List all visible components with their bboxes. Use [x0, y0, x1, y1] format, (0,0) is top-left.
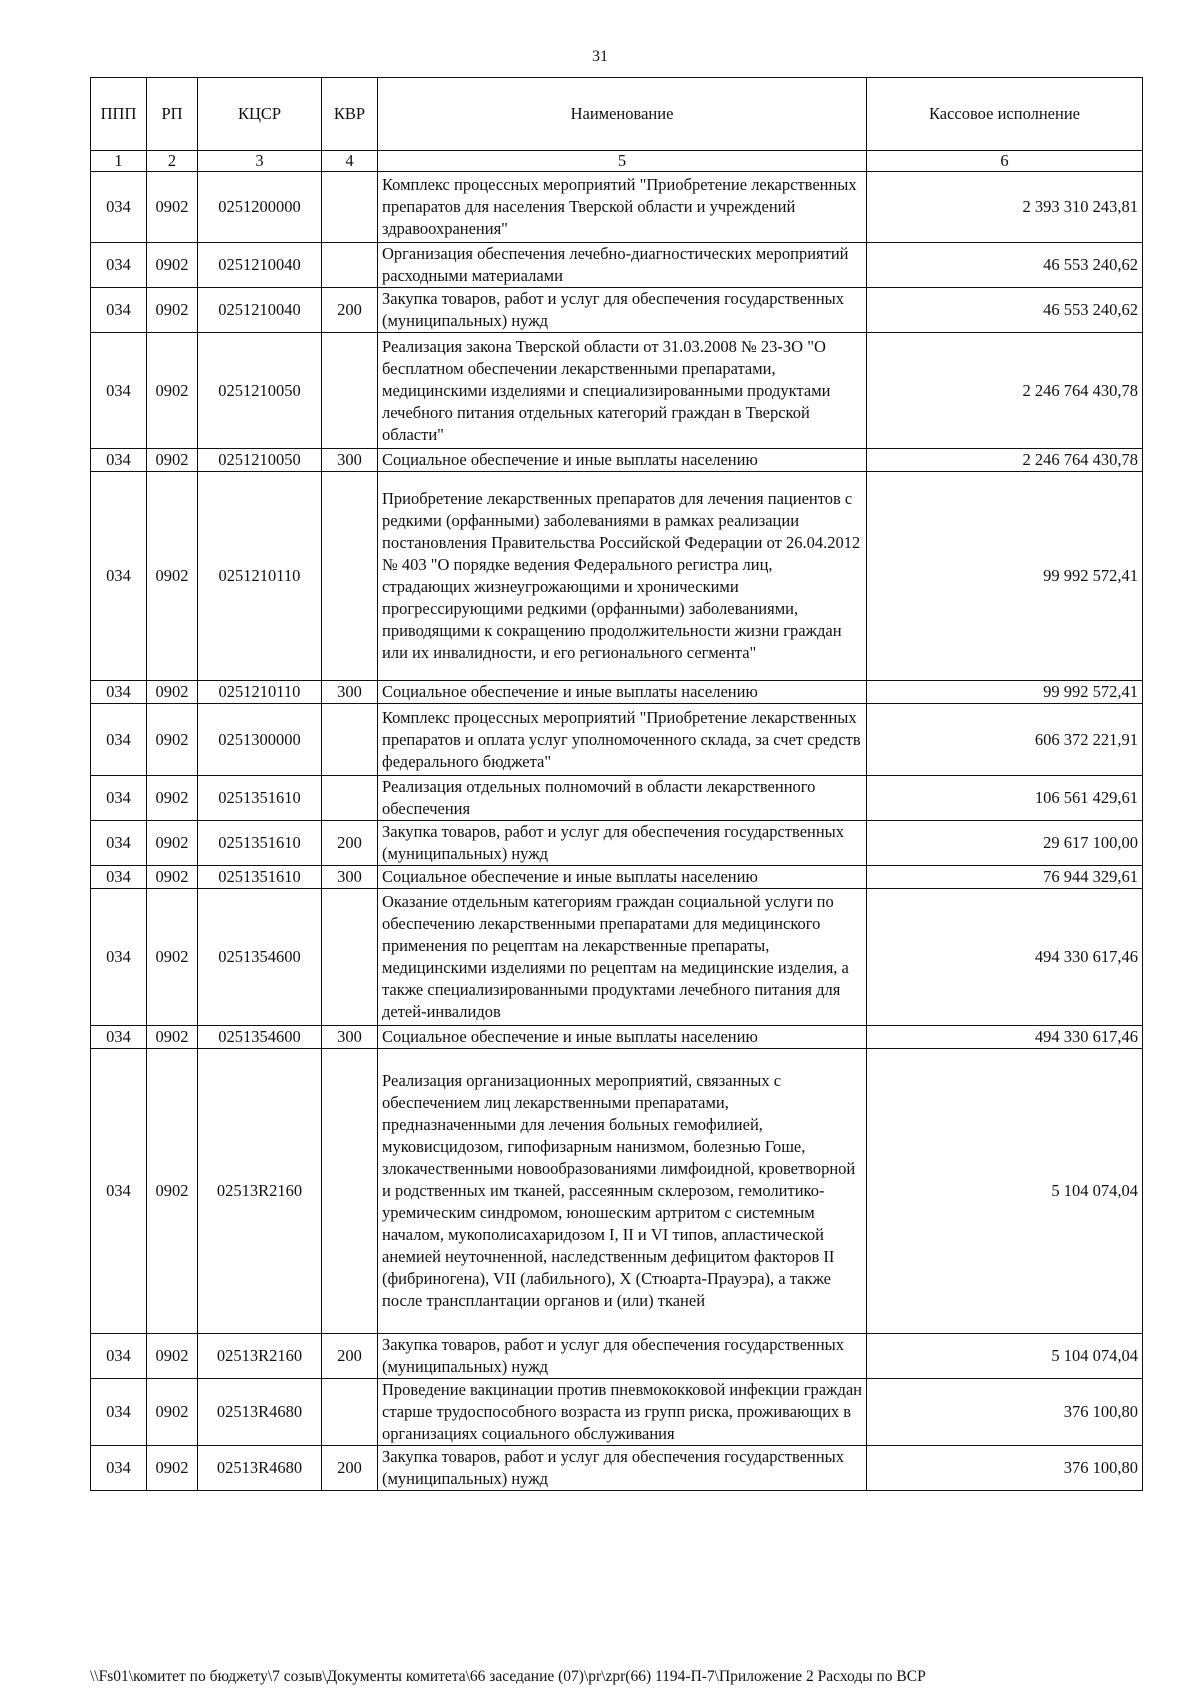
row-kcsr: 0251300000	[198, 704, 322, 776]
row-amount: 494 330 617,46	[867, 889, 1143, 1026]
row-name: Закупка товаров, работ и услуг для обеспечения государственных (муниципальных) нужд	[378, 1334, 867, 1379]
row-ppp: 034	[91, 172, 147, 243]
row-name: Социальное обеспечение и иные выплаты населению	[378, 866, 867, 889]
row-amount: 76 944 329,61	[867, 866, 1143, 889]
row-rp: 0902	[147, 243, 198, 288]
row-name: Оказание отдельным категориям граждан социальной услуги по обеспечению лекарственными препаратами для медицинского применения по рецептам на лекарственные препараты, медицинскими изделиями по рецептам на медицинские изделия, а также специализированными продуктами лечебного питания для детей-инвалидов	[378, 889, 867, 1026]
row-amount: 606 372 221,91	[867, 704, 1143, 776]
row-kvr	[322, 243, 378, 288]
row-kcsr: 0251351610	[198, 776, 322, 821]
row-kvr	[322, 889, 378, 1026]
row-rp: 0902	[147, 704, 198, 776]
row-amount: 5 104 074,04	[867, 1334, 1143, 1379]
column-index: 2	[147, 151, 198, 172]
row-kvr	[322, 172, 378, 243]
row-kcsr: 0251351610	[198, 866, 322, 889]
row-rp: 0902	[147, 1049, 198, 1334]
row-rp: 0902	[147, 1446, 198, 1491]
column-index: 4	[322, 151, 378, 172]
row-rp: 0902	[147, 776, 198, 821]
row-ppp: 034	[91, 1049, 147, 1334]
row-ppp: 034	[91, 704, 147, 776]
row-kcsr: 0251210050	[198, 449, 322, 472]
table-header-row	[91, 78, 1143, 151]
row-amount: 494 330 617,46	[867, 1026, 1143, 1049]
row-ppp: 034	[91, 866, 147, 889]
row-ppp: 034	[91, 1026, 147, 1049]
row-rp: 0902	[147, 172, 198, 243]
footer-file-path: \\Fs01\комитет по бюджету\7 созыв\Документы комитета\66 заседание (07)\pr\zpr(66) 1194-П-7\Приложение 2 Расходы по ВСР	[90, 1668, 926, 1685]
row-rp: 0902	[147, 472, 198, 681]
table-row	[91, 1446, 1143, 1491]
row-kcsr: 0251210110	[198, 681, 322, 704]
row-ppp: 034	[91, 1334, 147, 1379]
row-kcsr: 02513R2160	[198, 1334, 322, 1379]
row-name: Реализация закона Тверской области от 31.03.2008 № 23-ЗО "О бесплатном обеспечении лекарственными препаратами, медицинскими изделиями и специализированными продуктами лечебного питания отдельных категорий граждан в Тверской области"	[378, 333, 867, 449]
row-ppp: 034	[91, 333, 147, 449]
table-row	[91, 704, 1143, 776]
row-kvr: 300	[322, 866, 378, 889]
table-row	[91, 243, 1143, 288]
row-name: Социальное обеспечение и иные выплаты населению	[378, 681, 867, 704]
row-name: Проведение вакцинации против пневмококковой инфекции граждан старше трудоспособного возраста из групп риска, проживающих в организациях социального обслуживания	[378, 1379, 867, 1446]
row-ppp: 034	[91, 821, 147, 866]
row-kcsr: 0251210110	[198, 472, 322, 681]
row-kvr: 300	[322, 681, 378, 704]
row-name: Закупка товаров, работ и услуг для обеспечения государственных (муниципальных) нужд	[378, 288, 867, 333]
row-kvr: 300	[322, 449, 378, 472]
row-kvr	[322, 1379, 378, 1446]
table-row	[91, 776, 1143, 821]
row-kcsr: 0251210040	[198, 288, 322, 333]
row-name: Комплекс процессных мероприятий "Приобретение лекарственных препаратов и оплата услуг уполномоченного склада, за счет средств федерального бюджета"	[378, 704, 867, 776]
row-kcsr: 0251200000	[198, 172, 322, 243]
table-row	[91, 172, 1143, 243]
header-amount: Кассовое исполнение	[867, 78, 1143, 151]
row-amount: 29 617 100,00	[867, 821, 1143, 866]
table-row	[91, 472, 1143, 681]
row-kvr	[322, 776, 378, 821]
row-name: Закупка товаров, работ и услуг для обеспечения государственных (муниципальных) нужд	[378, 1446, 867, 1491]
header-rp: РП	[147, 78, 198, 151]
row-amount: 376 100,80	[867, 1446, 1143, 1491]
row-rp: 0902	[147, 681, 198, 704]
row-amount: 106 561 429,61	[867, 776, 1143, 821]
row-kcsr: 0251210040	[198, 243, 322, 288]
row-ppp: 034	[91, 449, 147, 472]
row-ppp: 034	[91, 889, 147, 1026]
row-name: Комплекс процессных мероприятий "Приобретение лекарственных препаратов для населения Тверской области и учреждений здравоохранения"	[378, 172, 867, 243]
header-kvr: КВР	[322, 78, 378, 151]
page-number: 31	[592, 48, 608, 65]
row-rp: 0902	[147, 449, 198, 472]
header-name: Наименование	[378, 78, 867, 151]
row-ppp: 034	[91, 681, 147, 704]
row-amount: 46 553 240,62	[867, 288, 1143, 333]
row-kcsr: 0251351610	[198, 821, 322, 866]
table-row	[91, 681, 1143, 704]
row-name: Реализация организационных мероприятий, связанных с обеспечением лиц лекарственными препаратами, предназначенными для лечения больных гемофилией, муковисцидозом, гипофизарным нанизмом, болезнью Гоше, злокачественными новообразованиями лимфоидной, кроветворной и родственных им тканей, рассеянным склерозом, гемолитико-уремическим синдромом, юношеским артритом с системным началом, мукополисахаридозом I, II и VI типов, апластической анемией неуточненной, наследственным дефицитом факторов II (фибриногена), VII (лабильного), X (Стюарта-Прауэра), а также после трансплантации органов и (или) тканей	[378, 1049, 867, 1334]
row-ppp: 034	[91, 288, 147, 333]
row-kcsr: 02513R4680	[198, 1446, 322, 1491]
row-kvr: 200	[322, 821, 378, 866]
column-index: 5	[378, 151, 867, 172]
row-kvr	[322, 472, 378, 681]
row-rp: 0902	[147, 333, 198, 449]
row-kvr	[322, 704, 378, 776]
row-ppp: 034	[91, 472, 147, 681]
row-amount: 2 246 764 430,78	[867, 333, 1143, 449]
row-kcsr: 0251354600	[198, 1026, 322, 1049]
row-kvr: 200	[322, 1334, 378, 1379]
row-kvr: 300	[322, 1026, 378, 1049]
row-kcsr: 02513R2160	[198, 1049, 322, 1334]
row-kvr: 200	[322, 288, 378, 333]
table-row	[91, 1334, 1143, 1379]
row-amount: 2 393 310 243,81	[867, 172, 1143, 243]
row-ppp: 034	[91, 776, 147, 821]
row-rp: 0902	[147, 1026, 198, 1049]
row-amount: 46 553 240,62	[867, 243, 1143, 288]
column-index-row	[91, 151, 1143, 172]
table-row	[91, 889, 1143, 1026]
table-row	[91, 449, 1143, 472]
row-name: Закупка товаров, работ и услуг для обеспечения государственных (муниципальных) нужд	[378, 821, 867, 866]
row-kvr	[322, 333, 378, 449]
row-kcsr: 0251354600	[198, 889, 322, 1026]
row-rp: 0902	[147, 1334, 198, 1379]
column-index: 6	[867, 151, 1143, 172]
table-row	[91, 1026, 1143, 1049]
row-name: Организация обеспечения лечебно-диагностических мероприятий расходными материалами	[378, 243, 867, 288]
row-name: Реализация отдельных полномочий в области лекарственного обеспечения	[378, 776, 867, 821]
row-rp: 0902	[147, 866, 198, 889]
row-rp: 0902	[147, 288, 198, 333]
row-kcsr: 0251210050	[198, 333, 322, 449]
table-row	[91, 333, 1143, 449]
table-row	[91, 288, 1143, 333]
row-kcsr: 02513R4680	[198, 1379, 322, 1446]
row-ppp: 034	[91, 1379, 147, 1446]
header-kcsr: КЦСР	[198, 78, 322, 151]
row-amount: 99 992 572,41	[867, 681, 1143, 704]
column-index: 1	[91, 151, 147, 172]
budget-table	[90, 77, 1143, 1491]
row-rp: 0902	[147, 1379, 198, 1446]
table-row	[91, 1049, 1143, 1334]
row-name: Социальное обеспечение и иные выплаты населению	[378, 1026, 867, 1049]
row-name: Социальное обеспечение и иные выплаты населению	[378, 449, 867, 472]
row-amount: 5 104 074,04	[867, 1049, 1143, 1334]
row-name: Приобретение лекарственных препаратов для лечения пациентов с редкими (орфанными) заболеваниями в рамках реализации постановления Правительства Российской Федерации от 26.04.2012 № 403 "О порядке ведения Федерального регистра лиц, страдающих жизнеугрожающими и хроническими прогрессирующими редкими (орфанными) заболеваниями, приводящими к сокращению продолжительности жизни граждан или их инвалидности, и его регионального сегмента"	[378, 472, 867, 681]
row-amount: 99 992 572,41	[867, 472, 1143, 681]
table-row	[91, 866, 1143, 889]
row-kvr: 200	[322, 1446, 378, 1491]
row-ppp: 034	[91, 1446, 147, 1491]
header-ppp: ППП	[91, 78, 147, 151]
row-amount: 376 100,80	[867, 1379, 1143, 1446]
row-ppp: 034	[91, 243, 147, 288]
row-rp: 0902	[147, 821, 198, 866]
row-amount: 2 246 764 430,78	[867, 449, 1143, 472]
column-index: 3	[198, 151, 322, 172]
table-row	[91, 1379, 1143, 1446]
table-row	[91, 821, 1143, 866]
row-rp: 0902	[147, 889, 198, 1026]
row-kvr	[322, 1049, 378, 1334]
